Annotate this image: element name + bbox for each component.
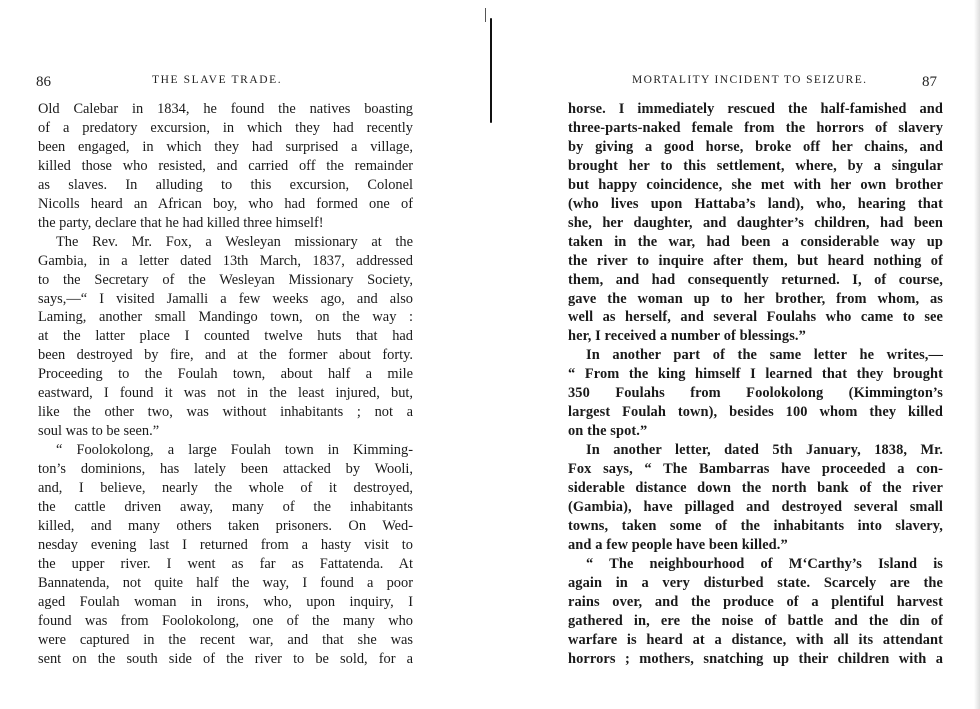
text-line: “ Foolokolong, a large Foulah town in Kimming- [56,442,413,459]
right-page-body [568,100,943,669]
text-line: and, I believe, nearly the whole of it destroyed, [38,480,413,497]
text-line: says,—“ I visited Jamalli a few weeks ago, and also [38,290,413,307]
text-line: siderable distance down the north bank of the river [568,480,943,497]
text-line: ton’s dominions, has lately been attacked by Wooli, [38,461,413,478]
text-line: to the Secretary of the Wesleyan Missionary Society, [38,271,413,288]
text-line: found was from Foolokolong, one of the many who [38,612,413,629]
text-line: she, her daughter, and daughter’s children, had been [568,214,943,231]
text-line: the upper river. I went as far as Fattatenda. At [38,555,413,572]
right-page [500,0,980,709]
text-line: as slaves. In alluding to this excursion, Colonel [38,176,413,193]
right-running-title: MORTALITY INCIDENT TO SEIZURE. [632,74,868,86]
text-line: well as herself, and several Foulahs who came to see [568,309,943,326]
text-line: 350 Foulahs from Foolokolong (Kimmington’s [568,385,943,402]
left-page-number: 86 [36,74,51,90]
text-line: towns, taken some of the inhabitants into slavery, [568,517,943,534]
text-line: been engaged, in which they had surprised a village, [38,138,413,155]
text-line: taken in the war, had been a considerable way up [568,233,943,250]
text-line: the party, declare that he had killed three himself! [38,214,324,231]
text-line: In another part of the same letter he writes,— [586,347,943,364]
text-line: sent on the south side of the river to be sold, for a [38,650,413,667]
text-line: at the latter place I counted twelve huts that had [38,328,413,345]
text-line: of a predatory excursion, in which they had recently [38,119,413,136]
text-line: again in a very disturbed state. Scarcely are the [568,574,943,591]
text-line: the cattle driven away, many of the inhabitants [38,499,413,516]
text-line: (who lives upon Hattaba’s land), who, hearing that [568,195,943,212]
text-line: her, I received a number of blessings.” [568,328,806,345]
text-line: horrors ; mothers, snatching up their children with a [568,650,943,667]
text-line: “ From the king himself I learned that they brought [568,366,943,383]
text-line: horse. I immediately rescued the half-famished and [568,101,943,117]
text-line: Bannatenda, not quite half the way, I found a poor [38,574,413,591]
left-running-title: THE SLAVE TRADE. [152,74,283,86]
text-line: The Rev. Mr. Fox, a Wesleyan missionary at the [56,233,413,250]
text-line: been destroyed by fire, and at the former about forty. [38,347,413,364]
text-line: nesday evening last I returned from a hasty visit to [38,536,413,553]
left-page [0,0,480,709]
text-line: Laming, another small Mandingo town, on the way : [38,309,413,326]
text-line: soul was to be seen.” [38,423,160,440]
text-line: In another letter, dated 5th January, 1838, Mr. [586,442,943,459]
text-line: killed those who resisted, and carried off the remainder [38,157,413,174]
text-line: the river to inquire after them, but heard nothing of [568,252,943,269]
text-line: (Gambia), have pillaged and destroyed several small [568,499,943,516]
text-line: eastward, I found it was not in the least injured, but, [38,385,413,402]
text-line: “ The neighbourhood of M‘Carthy’s Island is [586,555,943,572]
text-line: Nicolls heard an African boy, who had formed one of [38,195,413,212]
text-line: on the spot.” [568,423,648,440]
book-spine-line [490,18,492,123]
text-line: killed, and many others taken prisoners. On Wed- [38,517,413,534]
right-page-number: 87 [922,74,937,90]
text-line: Old Calebar in 1834, he found the natives boasting [38,101,413,117]
text-line: brought her to this settlement, where, by a singular [568,157,943,174]
text-line: them, and had consequently returned. I, of course, [568,271,943,288]
text-line: aged Foulah woman in irons, who, upon inquiry, I [38,593,413,610]
gutter-mark [485,8,486,22]
text-line: largest Foulah town), besides 100 whom they killed [568,404,943,421]
text-line: and a few people have been killed.” [568,536,788,553]
text-line: Proceeding to the Foulah town, about half a mile [38,366,413,383]
text-line: but happy coincidence, she met with her own brother [568,176,943,193]
text-line: gathered in, ere the noise of battle and the din of [568,612,943,629]
text-line: Fox says, “ The Bambarras have proceeded a con- [568,461,943,478]
text-line: were captured in the recent war, and that she was [38,631,413,648]
left-page-body [38,100,413,669]
text-line: rains over, and the produce of a plentiful harvest [568,593,943,610]
text-line: Gambia, in a letter dated 13th March, 1837, addressed [38,252,413,269]
text-line: gave the woman up to her brother, from whom, as [568,290,943,307]
text-line: warfare is heard at a distance, with all its attendant [568,631,943,648]
text-line: three-parts-naked female from the horrors of slavery [568,119,943,136]
text-line: like the other two, was without inhabitants ; not a [38,404,413,421]
text-line: by giving a good horse, broke off her chains, and [568,138,943,155]
